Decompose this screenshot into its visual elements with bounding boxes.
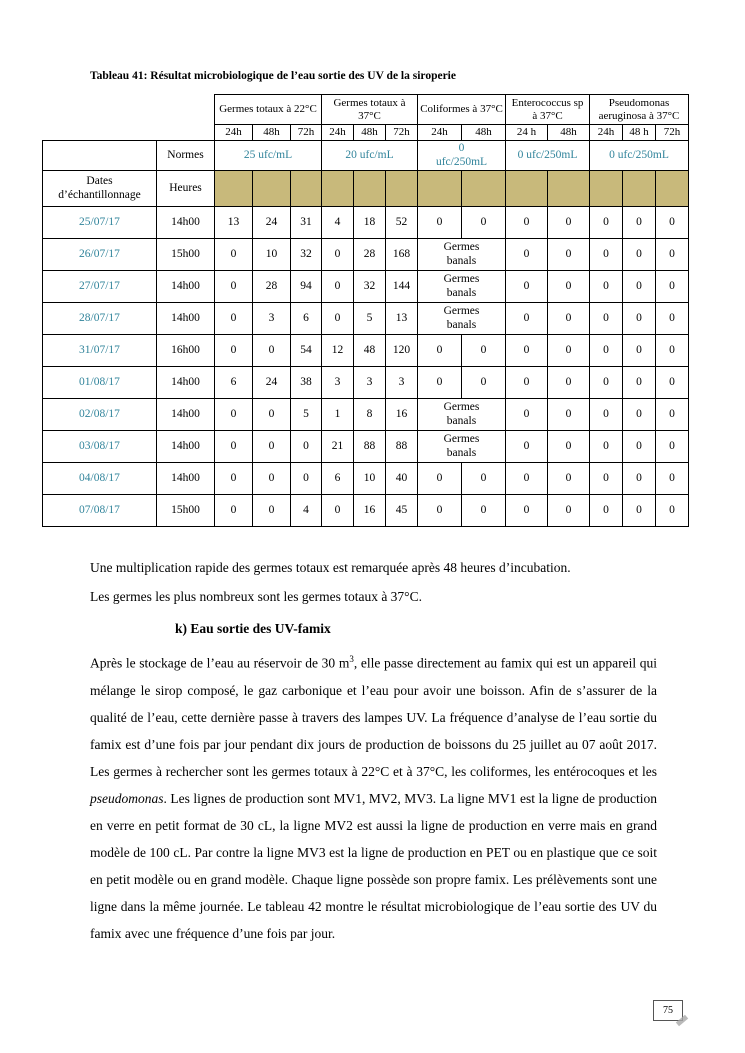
value-cell: 18 <box>354 207 386 239</box>
date-cell: 03/08/17 <box>43 431 157 463</box>
table-row <box>43 271 689 303</box>
table-row <box>43 303 689 335</box>
value-cell: 0 <box>623 367 656 399</box>
value-cell: 48 <box>354 335 386 367</box>
text-segment: . Les lignes de production sont MV1, MV2, MV3. La ligne MV1 est la ligne de production en verre en petit format de 30 cL, la ligne MV2 est aussi la ligne de production en verre mais en grand modèle de 100 cL. Par contre la ligne MV3 est la ligne de production en PET ou en plastique que ce soit en petit modèle ou en grand modèle. Chaque ligne possède son propre famix. Les prélèvements sont une ligne dans la même journée. Le tableau 42 montre le résultat microbiologique de l’eau sortie des UV du famix avec une fréquence d’une fois par jour. <box>90 790 657 941</box>
khaki-band-cell <box>386 171 418 207</box>
table-row <box>43 367 689 399</box>
value-cell: 0 <box>215 271 253 303</box>
value-cell: 0 <box>506 495 548 527</box>
date-cell: 25/07/17 <box>43 207 157 239</box>
value-cell: 0 <box>322 239 354 271</box>
value-cell: 6 <box>322 463 354 495</box>
value-cell: 3 <box>386 367 418 399</box>
time-subheader: 24h <box>418 125 462 141</box>
results-table <box>42 94 689 527</box>
value-cell: 0 <box>322 303 354 335</box>
value-cell: 0 <box>506 431 548 463</box>
value-cell: 0 <box>656 239 689 271</box>
dates-heures-row <box>43 171 689 207</box>
value-cell: 10 <box>354 463 386 495</box>
date-cell: 07/08/17 <box>43 495 157 527</box>
superscript: 3 <box>349 654 354 664</box>
heure-cell: 16h00 <box>157 335 215 367</box>
time-subheader: 48h <box>462 125 506 141</box>
value-cell: 0 <box>590 271 623 303</box>
value-cell: 16 <box>354 495 386 527</box>
value-cell: 0 <box>418 463 462 495</box>
value-cell: 0 <box>590 431 623 463</box>
value-cell: 0 <box>253 399 291 431</box>
value-cell: 0 <box>462 495 506 527</box>
value-cell: 10 <box>253 239 291 271</box>
table-row <box>43 335 689 367</box>
heure-cell: 14h00 <box>157 399 215 431</box>
header-row-groups <box>43 95 689 125</box>
italic-term: pseudomonas <box>90 790 164 806</box>
value-cell: 0 <box>548 335 590 367</box>
khaki-band-cell <box>322 171 354 207</box>
value-cell: 0 <box>623 399 656 431</box>
value-cell: 0 <box>322 271 354 303</box>
value-cell: 0 <box>548 239 590 271</box>
value-cell: 88 <box>386 431 418 463</box>
value-cell: 3 <box>253 303 291 335</box>
value-cell: 6 <box>215 367 253 399</box>
value-cell: 0 <box>462 335 506 367</box>
value-cell: 0 <box>590 239 623 271</box>
value-cell: 0 <box>253 463 291 495</box>
heure-cell: 14h00 <box>157 367 215 399</box>
table-row <box>43 207 689 239</box>
khaki-band-cell <box>354 171 386 207</box>
value-cell: 16 <box>386 399 418 431</box>
value-cell: 0 <box>656 335 689 367</box>
value-cell: 38 <box>291 367 322 399</box>
value-cell: 0 <box>548 271 590 303</box>
khaki-band-cell <box>506 171 548 207</box>
khaki-band-cell <box>623 171 656 207</box>
value-cell: 0 <box>590 495 623 527</box>
value-cell: Germes banals <box>418 431 506 463</box>
value-cell: 0 <box>656 463 689 495</box>
normes-label: Normes <box>157 140 215 170</box>
paragraph-observation-2: Les germes les plus nombreux sont les germes totaux à 37°C. <box>90 589 422 604</box>
value-cell: 0 <box>548 463 590 495</box>
value-cell: 88 <box>354 431 386 463</box>
value-cell: 0 <box>590 399 623 431</box>
time-subheader: 72h <box>386 125 418 141</box>
value-cell: 0 <box>506 335 548 367</box>
value-cell: 0 <box>506 207 548 239</box>
value-cell: 32 <box>354 271 386 303</box>
value-cell: 0 <box>253 431 291 463</box>
value-cell: 0 <box>656 399 689 431</box>
khaki-band-cell <box>590 171 623 207</box>
value-cell: 0 <box>253 495 291 527</box>
value-cell: 0 <box>462 367 506 399</box>
value-cell: 0 <box>623 207 656 239</box>
value-cell: 94 <box>291 271 322 303</box>
value-cell: 0 <box>548 399 590 431</box>
value-cell: 45 <box>386 495 418 527</box>
value-cell: 168 <box>386 239 418 271</box>
value-cell: 0 <box>215 303 253 335</box>
value-cell: 0 <box>656 271 689 303</box>
heure-cell: 14h00 <box>157 207 215 239</box>
time-subheader: 48h <box>253 125 291 141</box>
value-cell: 0 <box>418 207 462 239</box>
value-cell: 21 <box>322 431 354 463</box>
value-cell: 3 <box>354 367 386 399</box>
date-cell: 31/07/17 <box>43 335 157 367</box>
column-group-header: Pseudomonas aeruginosa à 37°C <box>590 95 689 125</box>
value-cell: 0 <box>215 335 253 367</box>
section-heading: k) Eau sortie des UV-famix <box>175 621 331 636</box>
khaki-band-cell <box>253 171 291 207</box>
table-caption: Tableau 41: Résultat microbiologique de l’eau sortie des UV de la siroperie <box>90 70 456 82</box>
column-group-header: Coliformes à 37°C <box>418 95 506 125</box>
value-cell: 0 <box>253 335 291 367</box>
value-cell: 28 <box>354 239 386 271</box>
value-cell: 0 <box>215 399 253 431</box>
date-cell: 01/08/17 <box>43 367 157 399</box>
time-subheader: 48 h <box>623 125 656 141</box>
value-cell: 0 <box>656 367 689 399</box>
value-cell: 0 <box>623 303 656 335</box>
table-row <box>43 431 689 463</box>
value-cell: 0 <box>656 431 689 463</box>
khaki-band-cell <box>291 171 322 207</box>
value-cell: 4 <box>322 207 354 239</box>
text-segment: , elle passe directement au famix qui est un appareil qui mélange le sirop composé, le gaz carbonique et l’eau pour avoir une boisson. Afin de s’assurer de la qualité de l’eau, cette dernière passe à travers des lampes UV. La fréquence d’analyse de l’eau sortie du famix est d’une fois par jour pendant dix jours de production de boissons du 25 juillet au 07 août 2017. Les germes à rechercher sont les germes totaux à 22°C et à 37°C, les coliformes, les entérocoques et les <box>90 655 657 779</box>
value-cell: 0 <box>548 367 590 399</box>
heure-cell: 14h00 <box>157 271 215 303</box>
norme-value: 0 ufc/250mL <box>506 140 590 170</box>
time-subheader: 72h <box>656 125 689 141</box>
value-cell: 0 <box>623 335 656 367</box>
value-cell: 5 <box>291 399 322 431</box>
khaki-band-cell <box>548 171 590 207</box>
dates-label: Dates d’échantillonnage <box>43 171 157 207</box>
date-cell: 28/07/17 <box>43 303 157 335</box>
value-cell: 28 <box>253 271 291 303</box>
value-cell: 0 <box>215 495 253 527</box>
value-cell: 0 <box>462 207 506 239</box>
norme-value: 20 ufc/mL <box>322 140 418 170</box>
value-cell: 0 <box>590 367 623 399</box>
heure-cell: 14h00 <box>157 303 215 335</box>
paragraph-observation-1: Une multiplication rapide des germes totaux est remarquée après 48 heures d’incubation. <box>90 560 571 575</box>
value-cell: 0 <box>506 367 548 399</box>
value-cell: 0 <box>590 207 623 239</box>
khaki-band-cell <box>418 171 462 207</box>
value-cell: 1 <box>322 399 354 431</box>
value-cell: 3 <box>322 367 354 399</box>
time-subheader: 24 h <box>506 125 548 141</box>
value-cell: 144 <box>386 271 418 303</box>
value-cell: 0 <box>590 303 623 335</box>
value-cell: 4 <box>291 495 322 527</box>
value-cell: 32 <box>291 239 322 271</box>
khaki-band-cell <box>656 171 689 207</box>
value-cell: 0 <box>548 207 590 239</box>
value-cell: 0 <box>418 367 462 399</box>
table-row <box>43 463 689 495</box>
value-cell: 0 <box>291 431 322 463</box>
value-cell: 0 <box>506 463 548 495</box>
value-cell: 24 <box>253 367 291 399</box>
khaki-band-cell <box>462 171 506 207</box>
norme-value: 25 ufc/mL <box>215 140 322 170</box>
value-cell: 0 <box>548 495 590 527</box>
table-row <box>43 399 689 431</box>
value-cell: 0 <box>656 303 689 335</box>
spacer-cell <box>43 95 215 141</box>
table-row <box>43 495 689 527</box>
value-cell: 0 <box>548 303 590 335</box>
value-cell: 0 <box>590 463 623 495</box>
value-cell: 120 <box>386 335 418 367</box>
heure-cell: 15h00 <box>157 239 215 271</box>
value-cell: 0 <box>215 431 253 463</box>
heure-cell: 15h00 <box>157 495 215 527</box>
time-subheader: 24h <box>590 125 623 141</box>
value-cell: Germes banals <box>418 303 506 335</box>
value-cell: 0 <box>506 239 548 271</box>
value-cell: 13 <box>215 207 253 239</box>
value-cell: 0 <box>548 431 590 463</box>
value-cell: 0 <box>656 207 689 239</box>
value-cell: 40 <box>386 463 418 495</box>
value-cell: 54 <box>291 335 322 367</box>
date-cell: 02/08/17 <box>43 399 157 431</box>
value-cell: 0 <box>215 239 253 271</box>
value-cell: 0 <box>322 495 354 527</box>
value-cell: 24 <box>253 207 291 239</box>
khaki-band-cell <box>215 171 253 207</box>
time-subheader: 24h <box>322 125 354 141</box>
heure-cell: 14h00 <box>157 463 215 495</box>
empty-cell <box>43 140 157 170</box>
value-cell: 0 <box>623 239 656 271</box>
time-subheader: 72h <box>291 125 322 141</box>
page-number-box <box>653 1000 683 1021</box>
value-cell: 0 <box>623 431 656 463</box>
table-row <box>43 239 689 271</box>
column-group-header: Germes totaux à 37°C <box>322 95 418 125</box>
value-cell: 0 <box>291 463 322 495</box>
text-segment: Après le stockage de l’eau au réservoir de 30 m <box>90 655 350 671</box>
value-cell: 0 <box>506 399 548 431</box>
value-cell: 31 <box>291 207 322 239</box>
time-subheader: 48h <box>548 125 590 141</box>
value-cell: 0 <box>506 271 548 303</box>
value-cell: 8 <box>354 399 386 431</box>
value-cell: 52 <box>386 207 418 239</box>
normes-row <box>43 140 689 170</box>
paragraph-long <box>90 646 657 947</box>
heure-cell: 14h00 <box>157 431 215 463</box>
value-cell: 0 <box>506 303 548 335</box>
value-cell: 0 <box>418 335 462 367</box>
column-group-header: Germes totaux à 22°C <box>215 95 322 125</box>
value-cell: Germes banals <box>418 271 506 303</box>
column-group-header: Enterococcus sp à 37°C <box>506 95 590 125</box>
date-cell: 27/07/17 <box>43 271 157 303</box>
value-cell: Germes banals <box>418 399 506 431</box>
value-cell: 0 <box>590 335 623 367</box>
value-cell: 0 <box>623 271 656 303</box>
value-cell: 5 <box>354 303 386 335</box>
value-cell: 0 <box>418 495 462 527</box>
norme-value: 0 ufc/250mL <box>418 140 506 170</box>
value-cell: 13 <box>386 303 418 335</box>
value-cell: 0 <box>462 463 506 495</box>
value-cell: 12 <box>322 335 354 367</box>
date-cell: 26/07/17 <box>43 239 157 271</box>
page-number: 75 <box>663 1005 673 1016</box>
value-cell: 0 <box>656 495 689 527</box>
time-subheader: 24h <box>215 125 253 141</box>
norme-value: 0 ufc/250mL <box>590 140 689 170</box>
time-subheader: 48h <box>354 125 386 141</box>
heures-label: Heures <box>157 171 215 207</box>
value-cell: Germes banals <box>418 239 506 271</box>
value-cell: 6 <box>291 303 322 335</box>
value-cell: 0 <box>623 495 656 527</box>
value-cell: 0 <box>623 463 656 495</box>
value-cell: 0 <box>215 463 253 495</box>
date-cell: 04/08/17 <box>43 463 157 495</box>
